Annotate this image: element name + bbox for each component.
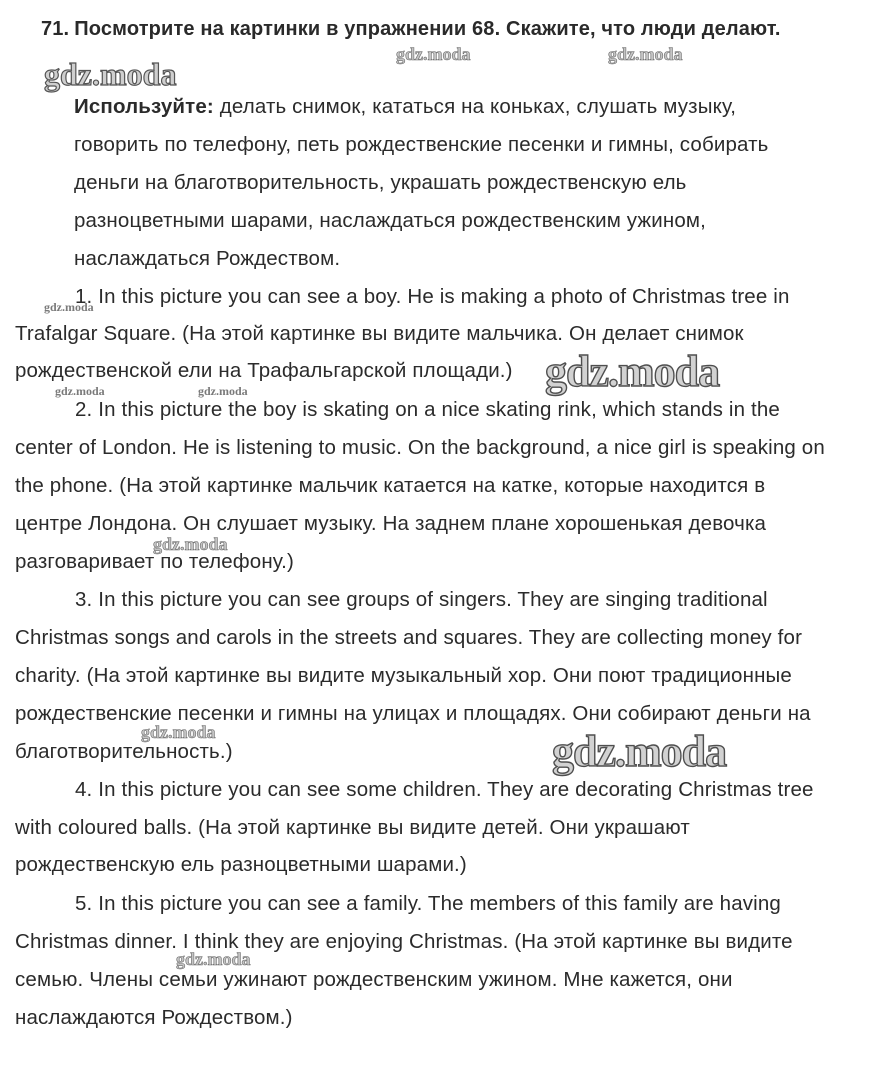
answer-4-line-3: рождественскую ель разноцветными шарами.) (15, 853, 467, 876)
watermark-logo: gdz.moda (55, 384, 105, 398)
answer-3-line-1: 3. In this picture you can see groups of singers. They are singing traditional (75, 588, 768, 611)
watermark-logo: gdz.moda (545, 347, 720, 396)
use-line-2: говорить по телефону, петь рождественские песенки и гимны, собирать (74, 133, 769, 156)
answer-5-line-3: семью. Члены семьи ужинают рождественским ужином. Мне кажется, они (15, 968, 733, 991)
watermark-logo: gdz.moda (396, 44, 471, 64)
watermark-logo: gdz.moda (198, 384, 248, 398)
watermark-logo: gdz.moda (44, 56, 177, 92)
answer-5-line-4: наслаждаются Рождеством.) (15, 1006, 293, 1029)
watermark-logo: gdz.moda (44, 300, 94, 314)
exercise-title (41, 17, 781, 41)
answer-3-line-3: charity. (На этой картинке вы видите музыкальный хор. Они поют традиционные (15, 664, 792, 687)
answer-2-line-3: the phone. (На этой картинке мальчик катается на катке, которые находится в (15, 474, 766, 497)
watermark-logo: gdz.moda (552, 727, 727, 776)
exercise-title-text: Посмотрите на картинки в упражнении 68. Скажите, что люди делают. (74, 18, 781, 40)
use-line-3: деньги на благотворительность, украшать рождественскую ель (74, 171, 687, 194)
use-line-5: наслаждаться Рождеством. (74, 247, 341, 270)
answer-3-line-5: благотворительность.) (15, 740, 233, 763)
use-text: делать снимок, кататься на коньках, слушать музыку, (213, 95, 737, 118)
watermark-logo: gdz.moda (153, 534, 228, 554)
answer-2-line-1: 2. In this picture the boy is skating on a nice skating rink, which stands in the (75, 398, 780, 421)
answer-5-line-2: Christmas dinner. I think they are enjoying Christmas. (На этой картинке вы видите (15, 930, 793, 953)
answer-2-line-5: разговаривает по телефону.) (15, 550, 294, 573)
answer-4-line-2: with coloured balls. (На этой картинке вы видите детей. Они украшают (15, 816, 690, 839)
answer-3-line-2: Christmas songs and carols in the streets and squares. They are collecting money for (15, 626, 803, 649)
answer-2-line-4: центре Лондона. Он слушает музыку. На заднем плане хорошенькая девочка (15, 512, 767, 535)
answer-4-line-1: 4. In this picture you can see some children. They are decorating Christmas tree (75, 778, 814, 801)
exercise-number: 71. (41, 18, 70, 40)
use-line-1 (74, 95, 736, 119)
answer-2-line-2: center of London. He is listening to music. On the background, a nice girl is speaking on (15, 436, 825, 459)
answer-1-line-2: Trafalgar Square. (На этой картинке вы видите мальчика. Он делает снимок (15, 322, 744, 345)
use-line-4: разноцветными шарами, наслаждаться рождественским ужином, (74, 209, 706, 232)
answer-3-line-4: рождественские песенки и гимны на улицах и площадях. Они собирают деньги на (15, 702, 811, 725)
answer-5-line-1: 5. In this picture you can see a family. The members of this family are having (75, 892, 781, 915)
use-label: Используйте: (74, 95, 214, 118)
watermark-logo: gdz.moda (176, 949, 251, 969)
answer-1-line-1: 1. In this picture you can see a boy. He is making a photo of Christmas tree in (75, 285, 790, 308)
answer-1-line-3: рождественской ели на Трафальгарской площади.) (15, 359, 513, 382)
watermark-logo: gdz.moda (141, 722, 216, 742)
watermark-logo: gdz.moda (608, 44, 683, 64)
